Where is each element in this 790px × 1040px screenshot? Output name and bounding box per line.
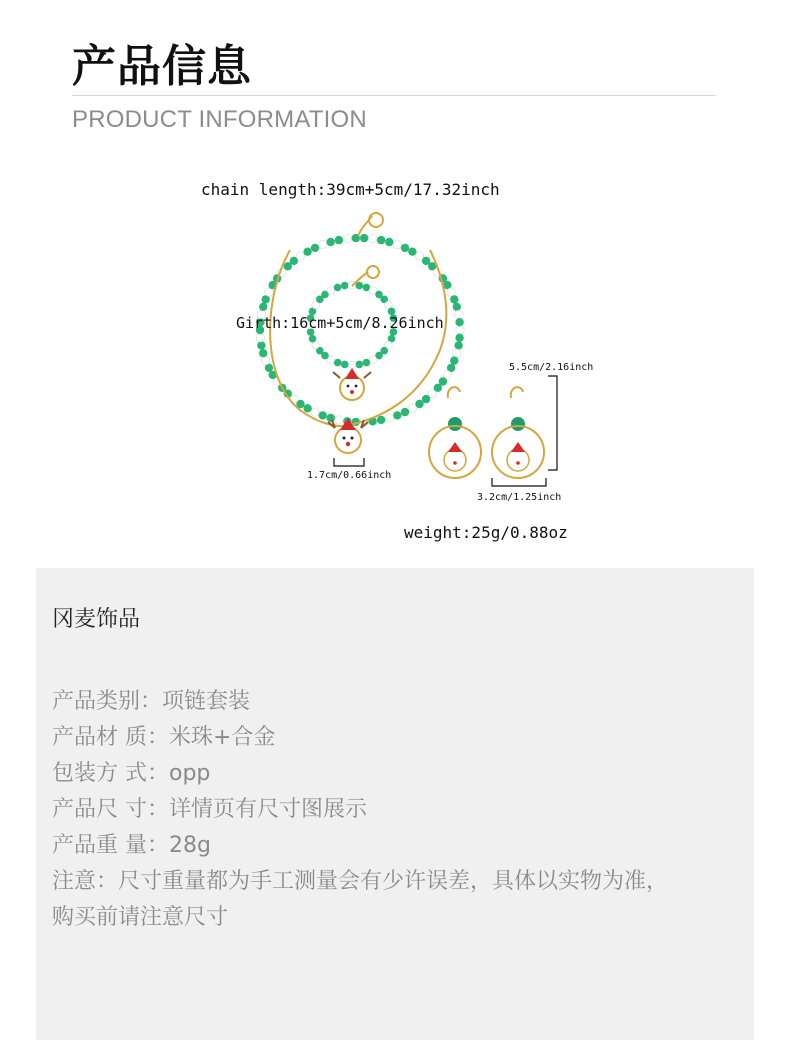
weight-label: weight:25g/0.88oz	[404, 523, 568, 542]
bead	[385, 238, 393, 246]
necklace-reindeer-pendant	[328, 418, 368, 453]
bead	[408, 404, 416, 412]
bead	[262, 356, 270, 364]
bead	[450, 295, 458, 303]
bead	[401, 244, 409, 252]
bead	[455, 318, 463, 326]
product-info-panel	[36, 568, 754, 1040]
bracelet-reindeer-pendant	[333, 368, 371, 400]
bead	[360, 234, 368, 242]
spec-packaging: 包装方 式：opp	[52, 761, 211, 786]
spec-size: 产品尺 寸：详情页有尺寸图展示	[52, 797, 367, 822]
bead	[335, 416, 343, 424]
bead	[327, 238, 335, 246]
necklace-clasp-ring	[369, 213, 383, 227]
spec-weight: 产品重 量：28g	[52, 833, 211, 858]
bead	[341, 361, 349, 369]
page-title-en: PRODUCT INFORMATION	[72, 106, 367, 133]
earring-width-label: 3.2cm/1.25inch	[477, 492, 562, 503]
bead	[303, 248, 311, 256]
bead	[334, 284, 342, 292]
bead	[369, 356, 377, 364]
bead	[341, 282, 349, 290]
bead	[296, 252, 304, 260]
bead	[455, 334, 463, 342]
bead	[356, 361, 364, 369]
page-title-cn: 产品信息	[72, 41, 252, 92]
bead	[259, 303, 267, 311]
bead	[311, 408, 319, 416]
bead	[256, 334, 264, 342]
earring-length-label: 5.5cm/2.16inch	[509, 362, 594, 373]
spec-note-continued: 购买前请注意尺寸	[52, 905, 229, 930]
brand-name: 冈麦饰品	[52, 607, 141, 632]
girth-label: Girth:16cm+5cm/8.26inch	[236, 314, 444, 332]
bead	[303, 404, 311, 412]
left-earring	[429, 387, 481, 478]
bead	[385, 414, 393, 422]
spec-material: 产品材 质：米珠+合金	[52, 725, 276, 750]
bead	[327, 414, 335, 422]
bead	[450, 356, 458, 364]
bead	[393, 240, 401, 248]
bead	[377, 416, 385, 424]
bead	[309, 335, 317, 343]
bead	[356, 282, 364, 290]
bead	[393, 411, 401, 419]
bead	[453, 303, 461, 311]
right-earring	[492, 387, 544, 478]
bead	[259, 349, 267, 357]
bracelet-clasp-ring	[367, 266, 379, 278]
bead	[327, 287, 335, 295]
bead	[453, 349, 461, 357]
pendant-width-label: 1.7cm/0.66inch	[307, 470, 392, 481]
earring-length-bracket	[548, 376, 557, 470]
bead	[343, 235, 351, 243]
bead	[377, 236, 385, 244]
bead	[401, 408, 409, 416]
bead	[311, 244, 319, 252]
bead	[319, 411, 327, 419]
bead	[454, 341, 462, 349]
spec-category: 产品类别：项链套装	[52, 689, 251, 714]
bead	[369, 235, 377, 243]
bead	[319, 240, 327, 248]
earring-width-bracket	[492, 478, 546, 486]
spec-list	[52, 684, 742, 936]
bead	[447, 288, 455, 296]
bead	[348, 361, 356, 369]
bead	[335, 236, 343, 244]
bead	[454, 310, 462, 318]
chain-length-label: chain length:39cm+5cm/17.32inch	[201, 180, 500, 199]
spec-note: 注意：尺寸重量都为手工测量会有少许误差，具体以实物为准，	[52, 869, 669, 894]
pendant-width-bracket	[334, 458, 364, 466]
bead	[257, 341, 265, 349]
bead	[456, 326, 464, 334]
bead	[363, 359, 371, 367]
